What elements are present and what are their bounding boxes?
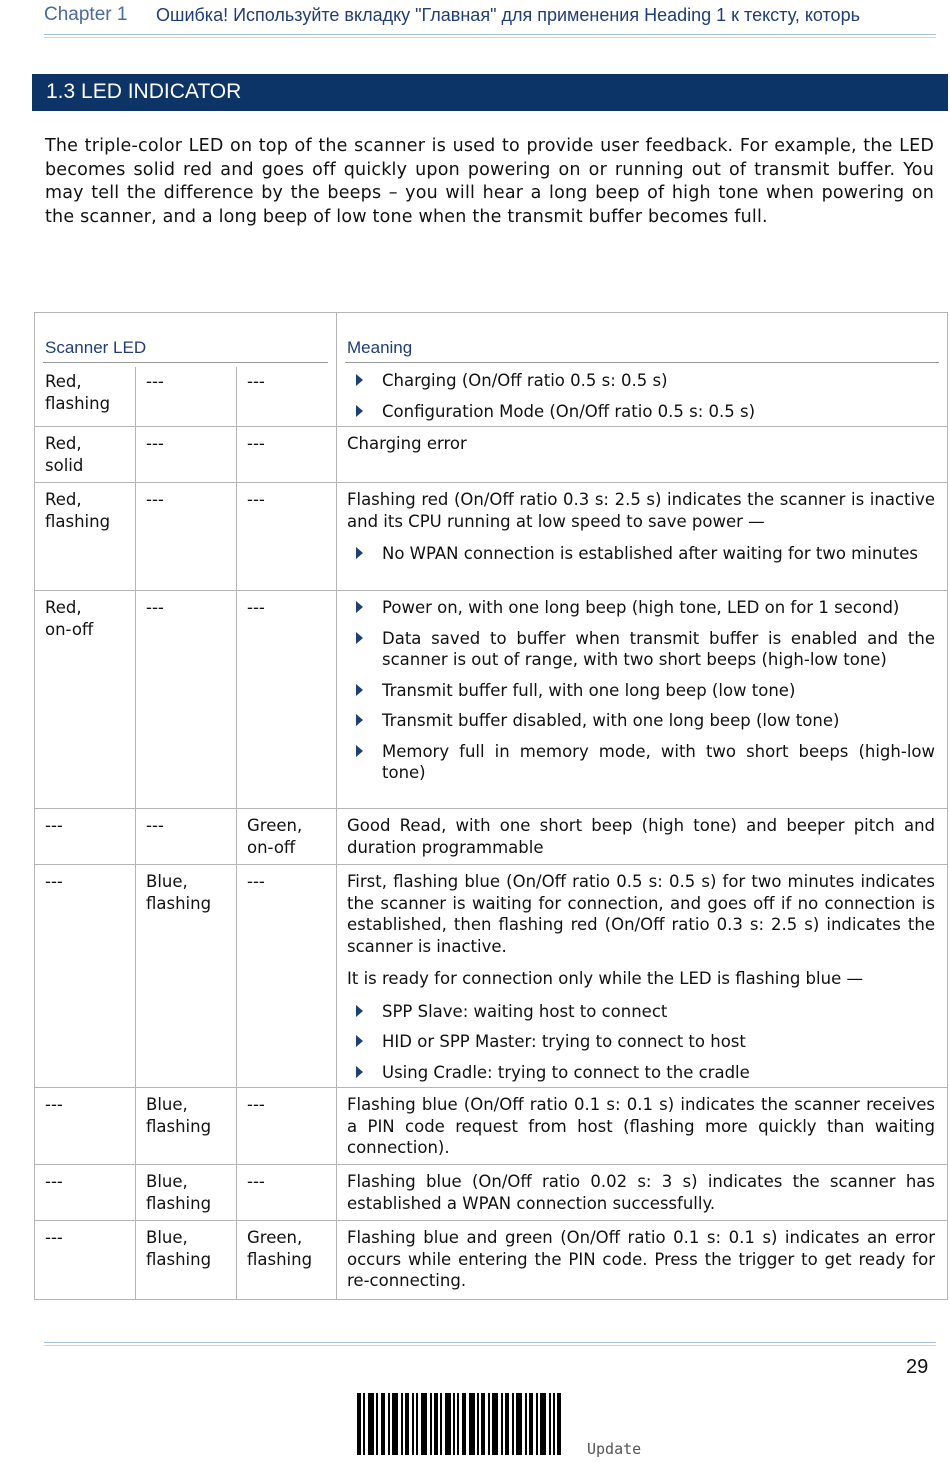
bullet-text: Using Cradle: trying to connect to the cradle xyxy=(382,1062,750,1082)
meaning-text: Charging error xyxy=(347,434,467,453)
bullet-arrow-icon xyxy=(356,601,363,613)
bullet-arrow-icon xyxy=(356,1035,363,1047)
led-blue-cell: Blue, flashing xyxy=(146,1095,212,1136)
led-red-cell: --- xyxy=(45,1095,63,1114)
led-green-cell: --- xyxy=(247,434,265,453)
col-divider xyxy=(336,313,337,1299)
led-blue-cell: --- xyxy=(146,490,164,509)
update-label: Update xyxy=(587,1440,642,1458)
bullet-text: Power on, with one long beep (high tone, LED on for 1 second) xyxy=(382,598,900,617)
bullet-arrow-icon xyxy=(356,684,363,696)
bullet-arrow-icon xyxy=(356,1066,363,1078)
meaning-text: Flashing blue and green (On/Off ratio 0.1 s: 0.1 s) indicates an error occurs while entering the PIN code. Press the trigger to get ready for re-connecting. xyxy=(347,1228,935,1290)
led-blue-cell: Blue, flashing xyxy=(146,1228,212,1269)
running-header xyxy=(44,0,934,34)
row-divider xyxy=(35,1164,947,1165)
bullet-arrow-icon xyxy=(356,547,363,559)
meaning-cell xyxy=(347,871,935,1083)
row-divider xyxy=(35,864,947,865)
list-item xyxy=(347,1062,935,1084)
meaning-cell xyxy=(347,1171,935,1214)
list-item xyxy=(347,1001,935,1023)
list-item xyxy=(347,741,935,784)
header-rule xyxy=(44,34,936,38)
list-item xyxy=(347,710,935,732)
section-title: 1.3 LED INDICATOR xyxy=(46,80,242,103)
list-item xyxy=(347,680,935,702)
led-red-cell: --- xyxy=(45,872,63,891)
meaning-text: Flashing blue (On/Off ratio 0.1 s: 0.1 s) indicates the scanner receives a PIN code request from host (flashing more quickly than waiting connection). xyxy=(347,1095,935,1157)
list-item xyxy=(347,628,935,671)
led-green-cell: --- xyxy=(247,1172,265,1191)
meaning-cell xyxy=(347,1227,935,1292)
meaning-cell xyxy=(347,489,935,565)
led-blue-cell: --- xyxy=(146,372,164,391)
led-red-cell: --- xyxy=(45,816,63,835)
header-meaning: Meaning xyxy=(347,338,413,357)
list-item xyxy=(347,370,935,392)
bullet-arrow-icon xyxy=(356,1005,363,1017)
meaning-text: First, flashing blue (On/Off ratio 0.5 s: 0.5 s) for two minutes indicates the scanner is waiting for connection, and goes off if no connection is established, then flashing red (On/Off ratio 0.3 s: 2.5 s) indicates the scanner is inactive. xyxy=(347,872,935,956)
led-green-cell: --- xyxy=(247,1095,265,1114)
meaning-cell xyxy=(347,815,935,858)
row-divider xyxy=(35,1220,947,1221)
header-underline xyxy=(345,362,939,363)
section-banner xyxy=(32,74,948,111)
row-divider xyxy=(35,808,947,809)
led-green-cell: Green, flashing xyxy=(247,1228,313,1269)
page-number: 29 xyxy=(906,1356,929,1378)
led-red-cell: Red, on-off xyxy=(45,598,94,639)
led-blue-cell: Blue, flashing xyxy=(146,872,212,913)
col-divider xyxy=(236,367,237,1299)
footer-rule xyxy=(44,1342,936,1346)
led-table xyxy=(34,312,948,1300)
led-green-cell: --- xyxy=(247,490,265,509)
row-divider xyxy=(35,1087,947,1088)
meaning-cell xyxy=(347,1094,935,1159)
led-green-cell: --- xyxy=(247,372,265,391)
barcode-image xyxy=(357,1393,561,1455)
led-green-cell: Green, on-off xyxy=(247,816,303,857)
header-scanner-led: Scanner LED xyxy=(45,338,147,357)
col-divider xyxy=(135,367,136,1299)
led-red-cell: Red, solid xyxy=(45,434,84,475)
bullet-text: HID or SPP Master: trying to connect to host xyxy=(382,1032,746,1051)
row-divider xyxy=(35,482,947,483)
meaning-text: It is ready for connection only while the LED is flashing blue — xyxy=(347,969,863,988)
list-item xyxy=(347,597,935,619)
led-blue-cell: --- xyxy=(146,598,164,617)
intro-paragraph: The triple-color LED on top of the scanner is used to provide user feedback. For example, the LED becomes solid red and goes off quickly upon powering on or running out of transmit buffer. You may tell the difference by the beeps – you will hear a long beep of high tone when powering on the scanner, and a long beep of low tone when the transmit buffer becomes full. xyxy=(45,136,934,228)
header-error-text: Ошибка! Используйте вкладку "Главная" для применения Heading 1 к тексту, которь xyxy=(156,5,860,25)
bullet-text: Transmit buffer disabled, with one long beep (low tone) xyxy=(382,711,840,730)
bullet-text: Transmit buffer full, with one long beep (low tone) xyxy=(382,680,796,700)
led-green-cell: --- xyxy=(247,598,265,617)
row-divider xyxy=(35,590,947,591)
led-red-cell: Red, flashing xyxy=(45,490,111,531)
bullet-text: Configuration Mode (On/Off ratio 0.5 s: 0.5 s) xyxy=(382,401,756,421)
meaning-text: Flashing blue (On/Off ratio 0.02 s: 3 s) indicates the scanner has established a WPAN connection successfully. xyxy=(347,1172,935,1213)
bullet-arrow-icon xyxy=(356,374,363,386)
meaning-cell xyxy=(347,370,935,422)
meaning-text: Flashing red (On/Off ratio 0.3 s: 2.5 s) indicates the scanner is inactive and its CPU running at low speed to save power — xyxy=(347,490,935,531)
meaning-cell xyxy=(347,433,935,455)
led-red-cell: --- xyxy=(45,1172,63,1191)
list-item xyxy=(347,1031,935,1053)
led-blue-cell: --- xyxy=(146,434,164,453)
meaning-text: Good Read, with one short beep (high tone) and beeper pitch and duration programmable xyxy=(347,816,935,857)
led-red-cell: Red, flashing xyxy=(45,372,111,413)
meaning-cell xyxy=(347,597,935,784)
led-blue-cell: --- xyxy=(146,816,164,835)
bullet-text: Data saved to buffer when transmit buffer is enabled and the scanner is out of range, with two short beeps (high-low tone) xyxy=(382,628,935,669)
led-red-cell: --- xyxy=(45,1228,63,1247)
bullet-arrow-icon xyxy=(356,405,363,417)
row-divider xyxy=(35,426,947,427)
header-underline xyxy=(43,362,328,363)
bullet-arrow-icon xyxy=(356,632,363,644)
bullet-text: SPP Slave: waiting host to connect xyxy=(382,1001,668,1021)
bullet-arrow-icon xyxy=(356,714,363,726)
bullet-arrow-icon xyxy=(356,745,363,757)
list-item xyxy=(347,401,935,423)
bullet-text: Memory full in memory mode, with two short beeps (high-low tone) xyxy=(382,741,935,782)
list-item xyxy=(347,543,935,565)
bullet-text: Charging (On/Off ratio 0.5 s: 0.5 s) xyxy=(382,371,668,390)
bullet-text: No WPAN connection is established after waiting for two minutes xyxy=(382,544,918,563)
led-blue-cell: Blue, flashing xyxy=(146,1172,212,1213)
chapter-label: Chapter 1 xyxy=(44,4,128,25)
led-green-cell: --- xyxy=(247,872,265,891)
